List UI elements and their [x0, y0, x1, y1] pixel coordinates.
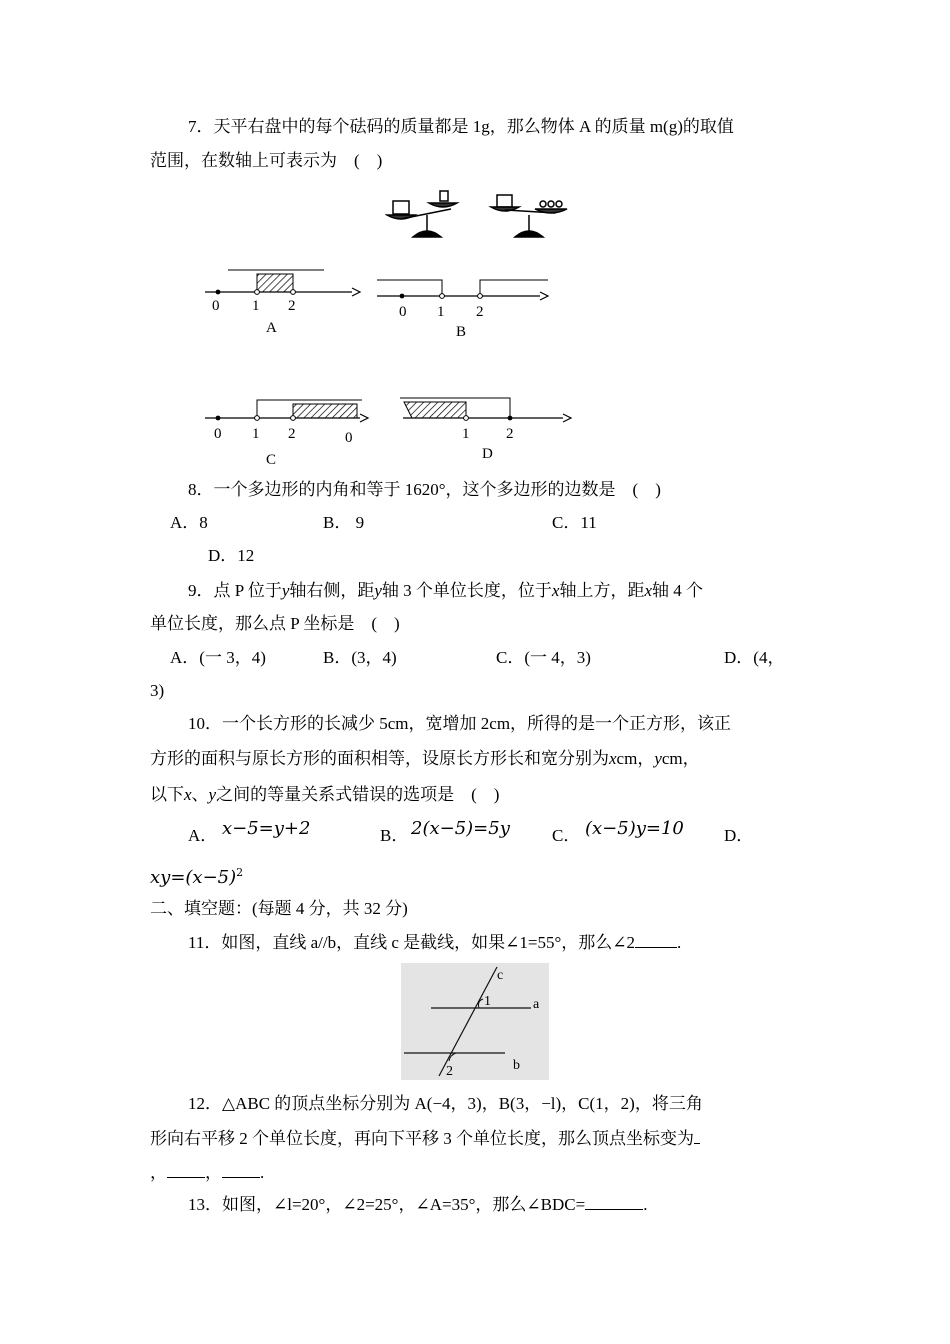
var-y: y — [374, 581, 382, 600]
q10-option-d-label: D． — [724, 826, 754, 845]
q10-option-d-expr — [150, 863, 243, 888]
option-letter: A — [266, 320, 277, 336]
label-a: a — [533, 997, 540, 1012]
var-x: x — [184, 785, 192, 804]
tick-label: 0 — [345, 430, 353, 446]
q8-option-d: D．12 — [208, 546, 255, 565]
tick-label: 2 — [288, 298, 296, 314]
q10-option-c-expr: (x−5)y=10 — [585, 818, 684, 839]
tick-label: 2 — [288, 426, 296, 442]
option-letter: D — [482, 446, 493, 462]
number-line-c — [200, 394, 375, 472]
q10-option-b-label: B． — [380, 826, 409, 845]
text: ， — [150, 1163, 167, 1182]
label-1: 1 — [484, 994, 491, 1009]
number-line-b — [372, 272, 557, 342]
q10-line3 — [150, 785, 499, 805]
text: 轴 3 个单位长度，位于 — [381, 581, 552, 600]
text: 轴 4 个 — [652, 581, 704, 600]
balance-scale-left — [387, 191, 457, 237]
text: 以下 — [150, 785, 184, 804]
text: cm， — [661, 749, 700, 768]
exponent: 2 — [236, 866, 244, 879]
balance-scale-right — [491, 195, 567, 237]
label-2: 2 — [446, 1064, 453, 1079]
q7-line1: 7．天平右盘中的每个砝码的质量都是 1g，那么物体 A 的质量 m(g)的取值 — [188, 117, 734, 136]
tick-label: 2 — [476, 304, 484, 320]
var-x: x — [551, 581, 560, 600]
answer-blank[interactable] — [694, 1128, 700, 1144]
q8-option-b: B． 9 — [323, 513, 365, 532]
q9-line2: 单位长度，那么点 P 坐标是 ( ) — [150, 614, 400, 633]
q8-stem: 8．一个多边形的内角和等于 1620°，这个多边形的边数是 ( ) — [188, 480, 661, 499]
text: 11．如图，直线 a//b，直线 c 是截线，如果∠1=55°，那么∠2 — [188, 933, 636, 952]
answer-blank[interactable] — [585, 1194, 643, 1210]
label-c: c — [497, 968, 504, 983]
text: 13．如图，∠l=20°，∠2=25°，∠A=35°，那么∠BDC= — [188, 1195, 586, 1214]
tick-label: 0 — [212, 298, 220, 314]
tick-label: 1 — [252, 426, 260, 442]
tick-label: 1 — [437, 304, 445, 320]
q9-option-c: C．(一 4，3) — [496, 648, 591, 667]
label-b: b — [513, 1058, 520, 1073]
q7-line2: 范围，在数轴上可表示为 ( ) — [150, 151, 383, 170]
number-line-d — [398, 392, 578, 466]
parallel-lines-figure — [401, 963, 549, 1080]
q10-option-a-label: A． — [188, 826, 218, 845]
var-y: y — [208, 785, 217, 804]
text: . — [677, 933, 682, 952]
tick-label: 2 — [506, 426, 514, 442]
q12-line1: 12．△ABC 的顶点坐标分别为 A(−4，3)，B(3，−l)，C(1，2)，将三角 — [188, 1094, 703, 1113]
text: 9．点 P 位于 — [188, 581, 282, 600]
var-x: x — [609, 749, 617, 768]
tick-label: 0 — [214, 426, 222, 442]
text: . — [643, 1195, 648, 1214]
balance-scales-figure — [385, 185, 575, 243]
q10-line1: 10．一个长方形的长减少 5cm，宽增加 2cm，所得的是一个正方形，该正 — [188, 714, 732, 733]
answer-blank[interactable] — [635, 932, 677, 948]
answer-blank[interactable] — [222, 1162, 260, 1178]
q10-option-c-label: C． — [552, 826, 581, 845]
q10-line2 — [150, 749, 700, 769]
section-2-heading: 二、填空题：(每题 4 分，共 32 分) — [150, 899, 408, 918]
option-letter: C — [266, 452, 277, 468]
q12-line2 — [150, 1128, 700, 1149]
tick-label: 0 — [399, 304, 407, 320]
text: ， — [205, 1163, 222, 1182]
answer-blank[interactable] — [167, 1162, 205, 1178]
text: 方形的面积与原长方形的面积相等，设原长方形长和宽分别为 — [150, 749, 609, 768]
var-x: x — [644, 581, 653, 600]
text: 形向右平移 2 个单位长度，再向下平移 3 个单位长度，那么顶点坐标变为 — [150, 1129, 694, 1148]
tick-label: 1 — [462, 426, 470, 442]
option-letter: B — [456, 324, 467, 340]
q9-option-d: D．(4， — [724, 648, 785, 667]
text: . — [260, 1163, 265, 1182]
text: 、 — [191, 785, 209, 804]
q9-line1 — [188, 581, 703, 601]
tick-label: 1 — [252, 298, 260, 314]
q8-option-c: C．11 — [552, 513, 597, 532]
q9-option-d-cont: 3) — [150, 681, 165, 700]
q10-option-b-expr: 2(x−5)=5y — [411, 818, 510, 839]
q12-line3 — [150, 1162, 264, 1183]
expr: xy=(x−5) — [150, 867, 237, 888]
text: 轴上方，距 — [559, 581, 645, 600]
text: 之间的等量关系式错误的选项是 ( ) — [216, 785, 500, 804]
q13-stem — [188, 1194, 647, 1215]
q9-option-a: A．(一 3，4) — [170, 648, 266, 667]
var-y: y — [281, 581, 290, 600]
text: cm， — [616, 749, 655, 768]
q11-stem — [188, 932, 681, 953]
number-line-a — [200, 262, 370, 342]
var-y: y — [654, 749, 662, 768]
q8-option-a: A．8 — [170, 513, 208, 532]
q9-option-b: B．(3，4) — [323, 648, 397, 667]
text: 轴右侧，距 — [289, 581, 375, 600]
q10-option-a-expr: x−5=y+2 — [222, 818, 311, 839]
